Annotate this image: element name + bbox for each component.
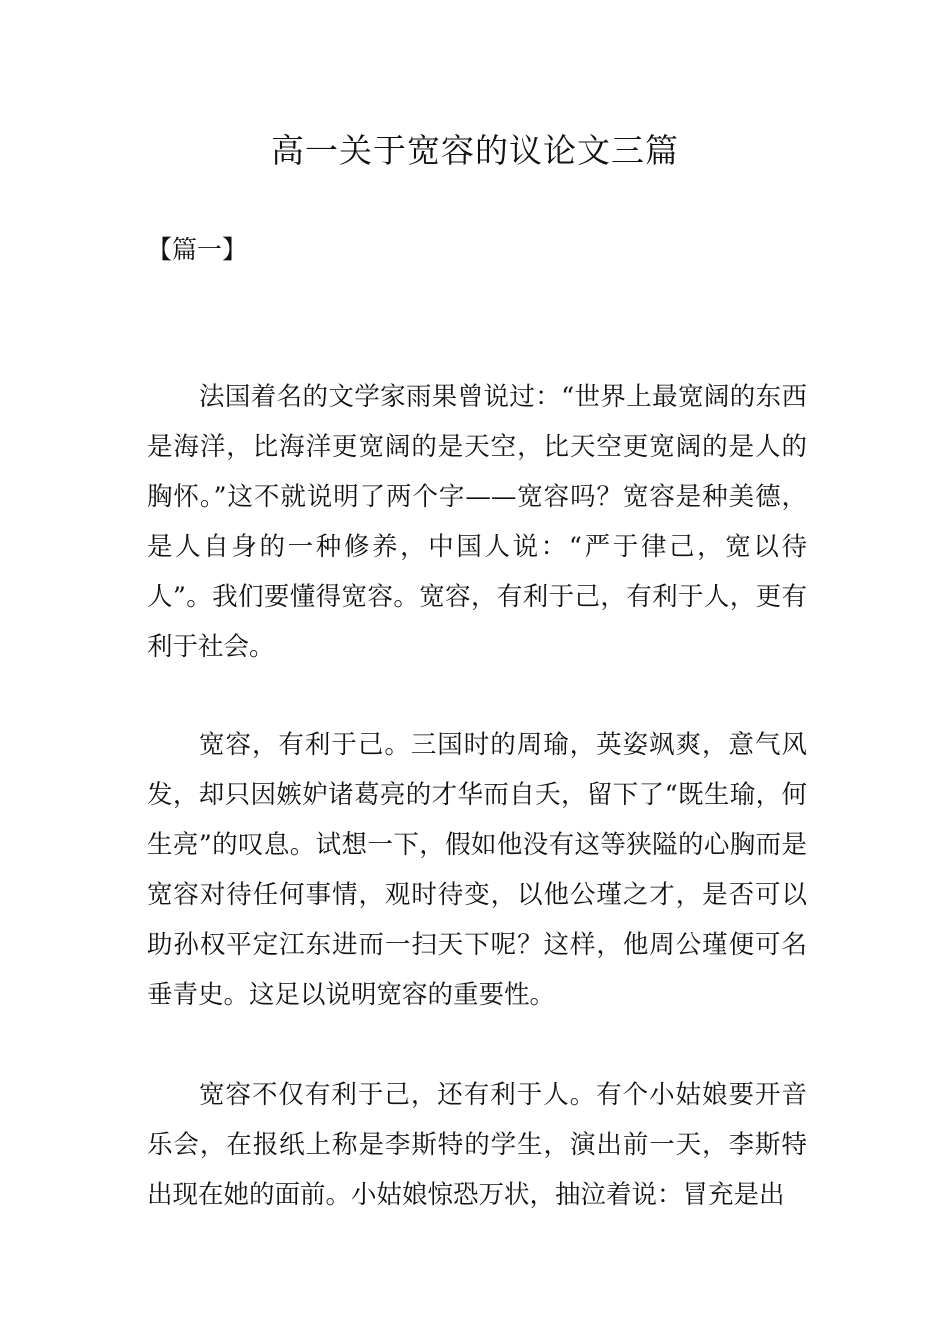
section-label: 【篇一】 [147, 235, 248, 264]
document-title: 高一关于宽容的议论文三篇 [271, 131, 679, 170]
paragraph-1: 法国着名的文学家雨果曾说过：“世界上最宽阔的东西是海洋，比海洋更宽阔的是天空，比天空更宽阔的是人的胸怀。”这不就说明了两个字——宽容吗？宽容是种美德，是人自身的一种修养，中国人说：“严于律己，宽以待人”。我们要懂得宽容。宽容，有利于己，有利于人，更有利于社会。 [147, 382, 807, 662]
paragraph-3: 宽容不仅有利于己，还有利于人。有个小姑娘要开音乐会，在报纸上称是李斯特的学生，演出前一天，李斯特出现在她的面前。小姑娘惊恐万状，抽泣着说：冒充是出 [147, 1080, 807, 1210]
paragraph-2: 宽容，有利于己。三国时的周瑜，英姿飒爽，意气风发，却只因嫉妒诸葛亮的才华而自夭，留下了“既生瑜，何生亮”的叹息。试想一下，假如他没有这等狭隘的心胸而是宽容对待任何事情，观时待变，以他公瑾之才，是否可以助孙权平定江东进而一扫天下呢？这样，他周公瑾便可名垂青史。这足以说明宽容的重要性。 [147, 730, 807, 1010]
